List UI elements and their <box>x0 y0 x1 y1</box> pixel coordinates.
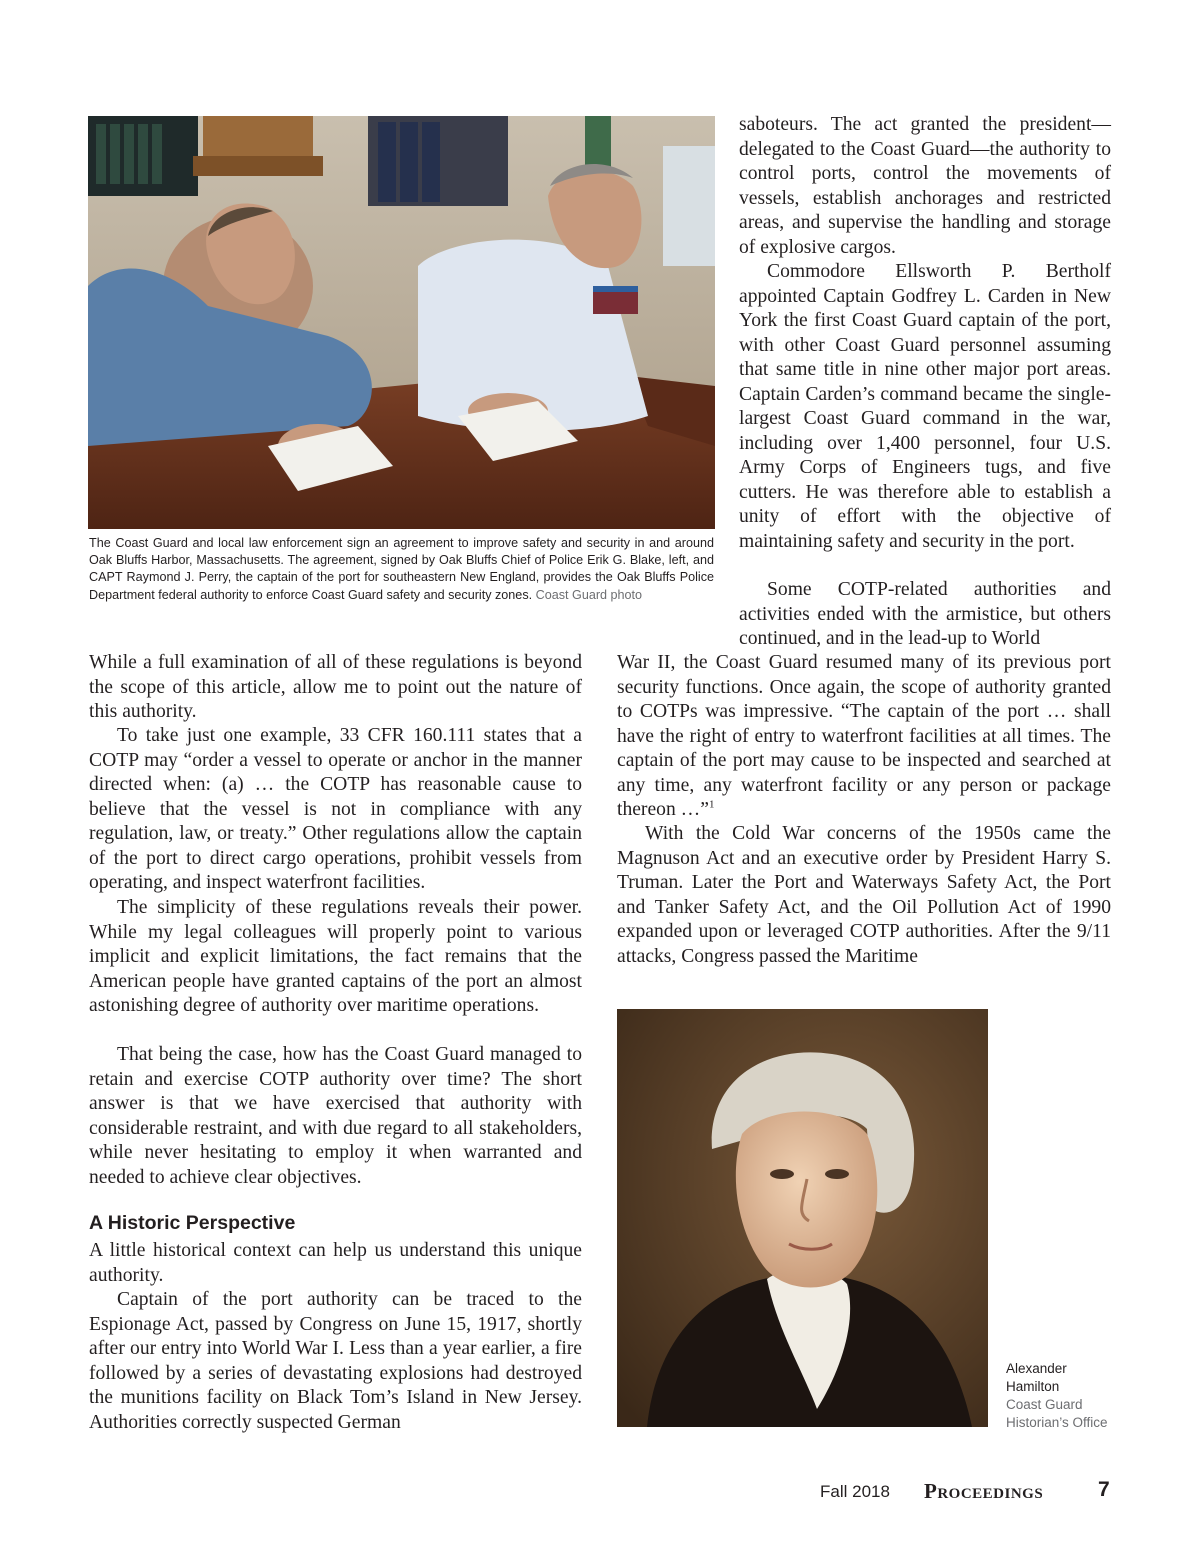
right-paragraph-3a: Some COTP-related authorities and activities ended with the armistice, but others continued, and in the lead-up to World <box>739 579 1111 649</box>
top-photo-caption <box>89 535 714 604</box>
caption-text: The Coast Guard and local law enforcement sign an agreement to improve safety and security in and around Oak Bluffs Harbor, Massachusetts. The agreement, signed by Oak Bluffs Chief of Police Erik G. Blake, left, and CAPT Raymond J. Perry, the captain of the port for southeastern New England, provides the Oak Bluffs Police Department federal authority to enforce Coast Guard safety and security zones. <box>89 536 714 602</box>
right-paragraph-4: With the Cold War concerns of the 1950s came the Magnuson Act and an executive order by President Harry S. Truman. Later the Port and Waterways Safety Act, the Port and Tanker Safety Act, and the Oil Pollution Act of 1990 expanded upon or leveraged COTP authorities. After the 9/11 attacks, Congress passed the Maritime <box>617 823 1111 967</box>
right-paragraph-3b <box>617 651 1111 823</box>
left-paragraph-3: The simplicity of these regulations reveals their power. While my legal colleagues will properly point to various implicit and explicit limitations, the fact remains that the American people have granted captains of the port an almost astonishing degree of authority over maritime operations. <box>89 897 582 1016</box>
section-heading: A Historic Perspective <box>89 1212 296 1234</box>
caption-name-line-1: Alexander <box>1006 1361 1067 1376</box>
caption-name-line-2: Hamilton <box>1006 1379 1060 1394</box>
right-paragraph-3b-text: War II, the Coast Guard resumed many of its previous port security functions. Once again, the scope of authority granted to COTPs was impressive. “The captain of the port … shall have the right of entry to waterfront facilities at all times. The captain of the port may cause to be inspected and searched at any time, any waterfront facility or any person or package thereon …” <box>617 652 1111 820</box>
photo-credit: Coast Guard photo <box>535 587 643 602</box>
right-paragraph-2: Commodore Ellsworth P. Bertholf appointed Captain Godfrey L. Carden in New York the first Coast Guard captain of the port, with other Coast Guard personnel assuming that same title in nine other major port areas. Captain Carden’s command became the single-largest Coast Guard command in the war, including over 1,400 personnel, four U.S. Army Corps of Engineers tugs, and five cutters. He was therefore able to establish a unity of effort with the objective of maintaining safety and security in the port. <box>739 261 1111 552</box>
footnote-marker: 1 <box>708 798 715 811</box>
left-paragraph-6: Captain of the port authority can be traced to the Espionage Act, passed by Congress on June 15, 1917, shortly after our entry into World War I. Less than a year earlier, a fire followed by a series of devastating explosions had destroyed the munitions facility on Black Tom’s Island in New Jersey. Authorities correctly suspected German <box>89 1289 582 1433</box>
issue-date: Fall 2018 <box>820 1482 890 1501</box>
page-number: 7 <box>1098 1478 1110 1501</box>
caption-credit-line-2: Historian’s Office <box>1006 1415 1108 1430</box>
caption-credit-line-1: Coast Guard <box>1006 1397 1083 1412</box>
right-paragraph-1: saboteurs. The act granted the president—delegated to the Coast Guard—the authority to control ports, control the movements of vessels, establish anchorages and restricted areas, and supervise the handling and storage of explosive cargos. <box>739 114 1111 258</box>
left-paragraph-5: A little historical context can help us understand this unique authority. <box>89 1240 582 1286</box>
magazine-name: Proceedings <box>924 1479 1044 1503</box>
left-paragraph-2: To take just one example, 33 CFR 160.111 states that a COTP may “order a vessel to operate or anchor in the manner directed when: (a) … the COTP has reasonable cause to believe that the vessel is not in compliance with any regulation, law, or treaty.” Other regulations allow the captain of the port to direct cargo operations, prohibit vessels from operating, and inspect waterfront facilities. <box>89 725 582 893</box>
left-paragraph-1: While a full examination of all of these regulations is beyond the scope of this article, allow me to point out the nature of this authority. <box>89 652 582 722</box>
portrait-caption <box>1006 1360 1146 1432</box>
hamilton-portrait <box>617 1009 988 1427</box>
left-paragraph-4: That being the case, how has the Coast Guard managed to retain and exercise COTP authority over time? The short answer is that we have exercised that authority with considerable restraint, and with due regard to all stakeholders, while never hesitating to employ it when warranted and needed to achieve clear objectives. <box>89 1044 582 1188</box>
signing-ceremony-photo <box>88 116 715 529</box>
